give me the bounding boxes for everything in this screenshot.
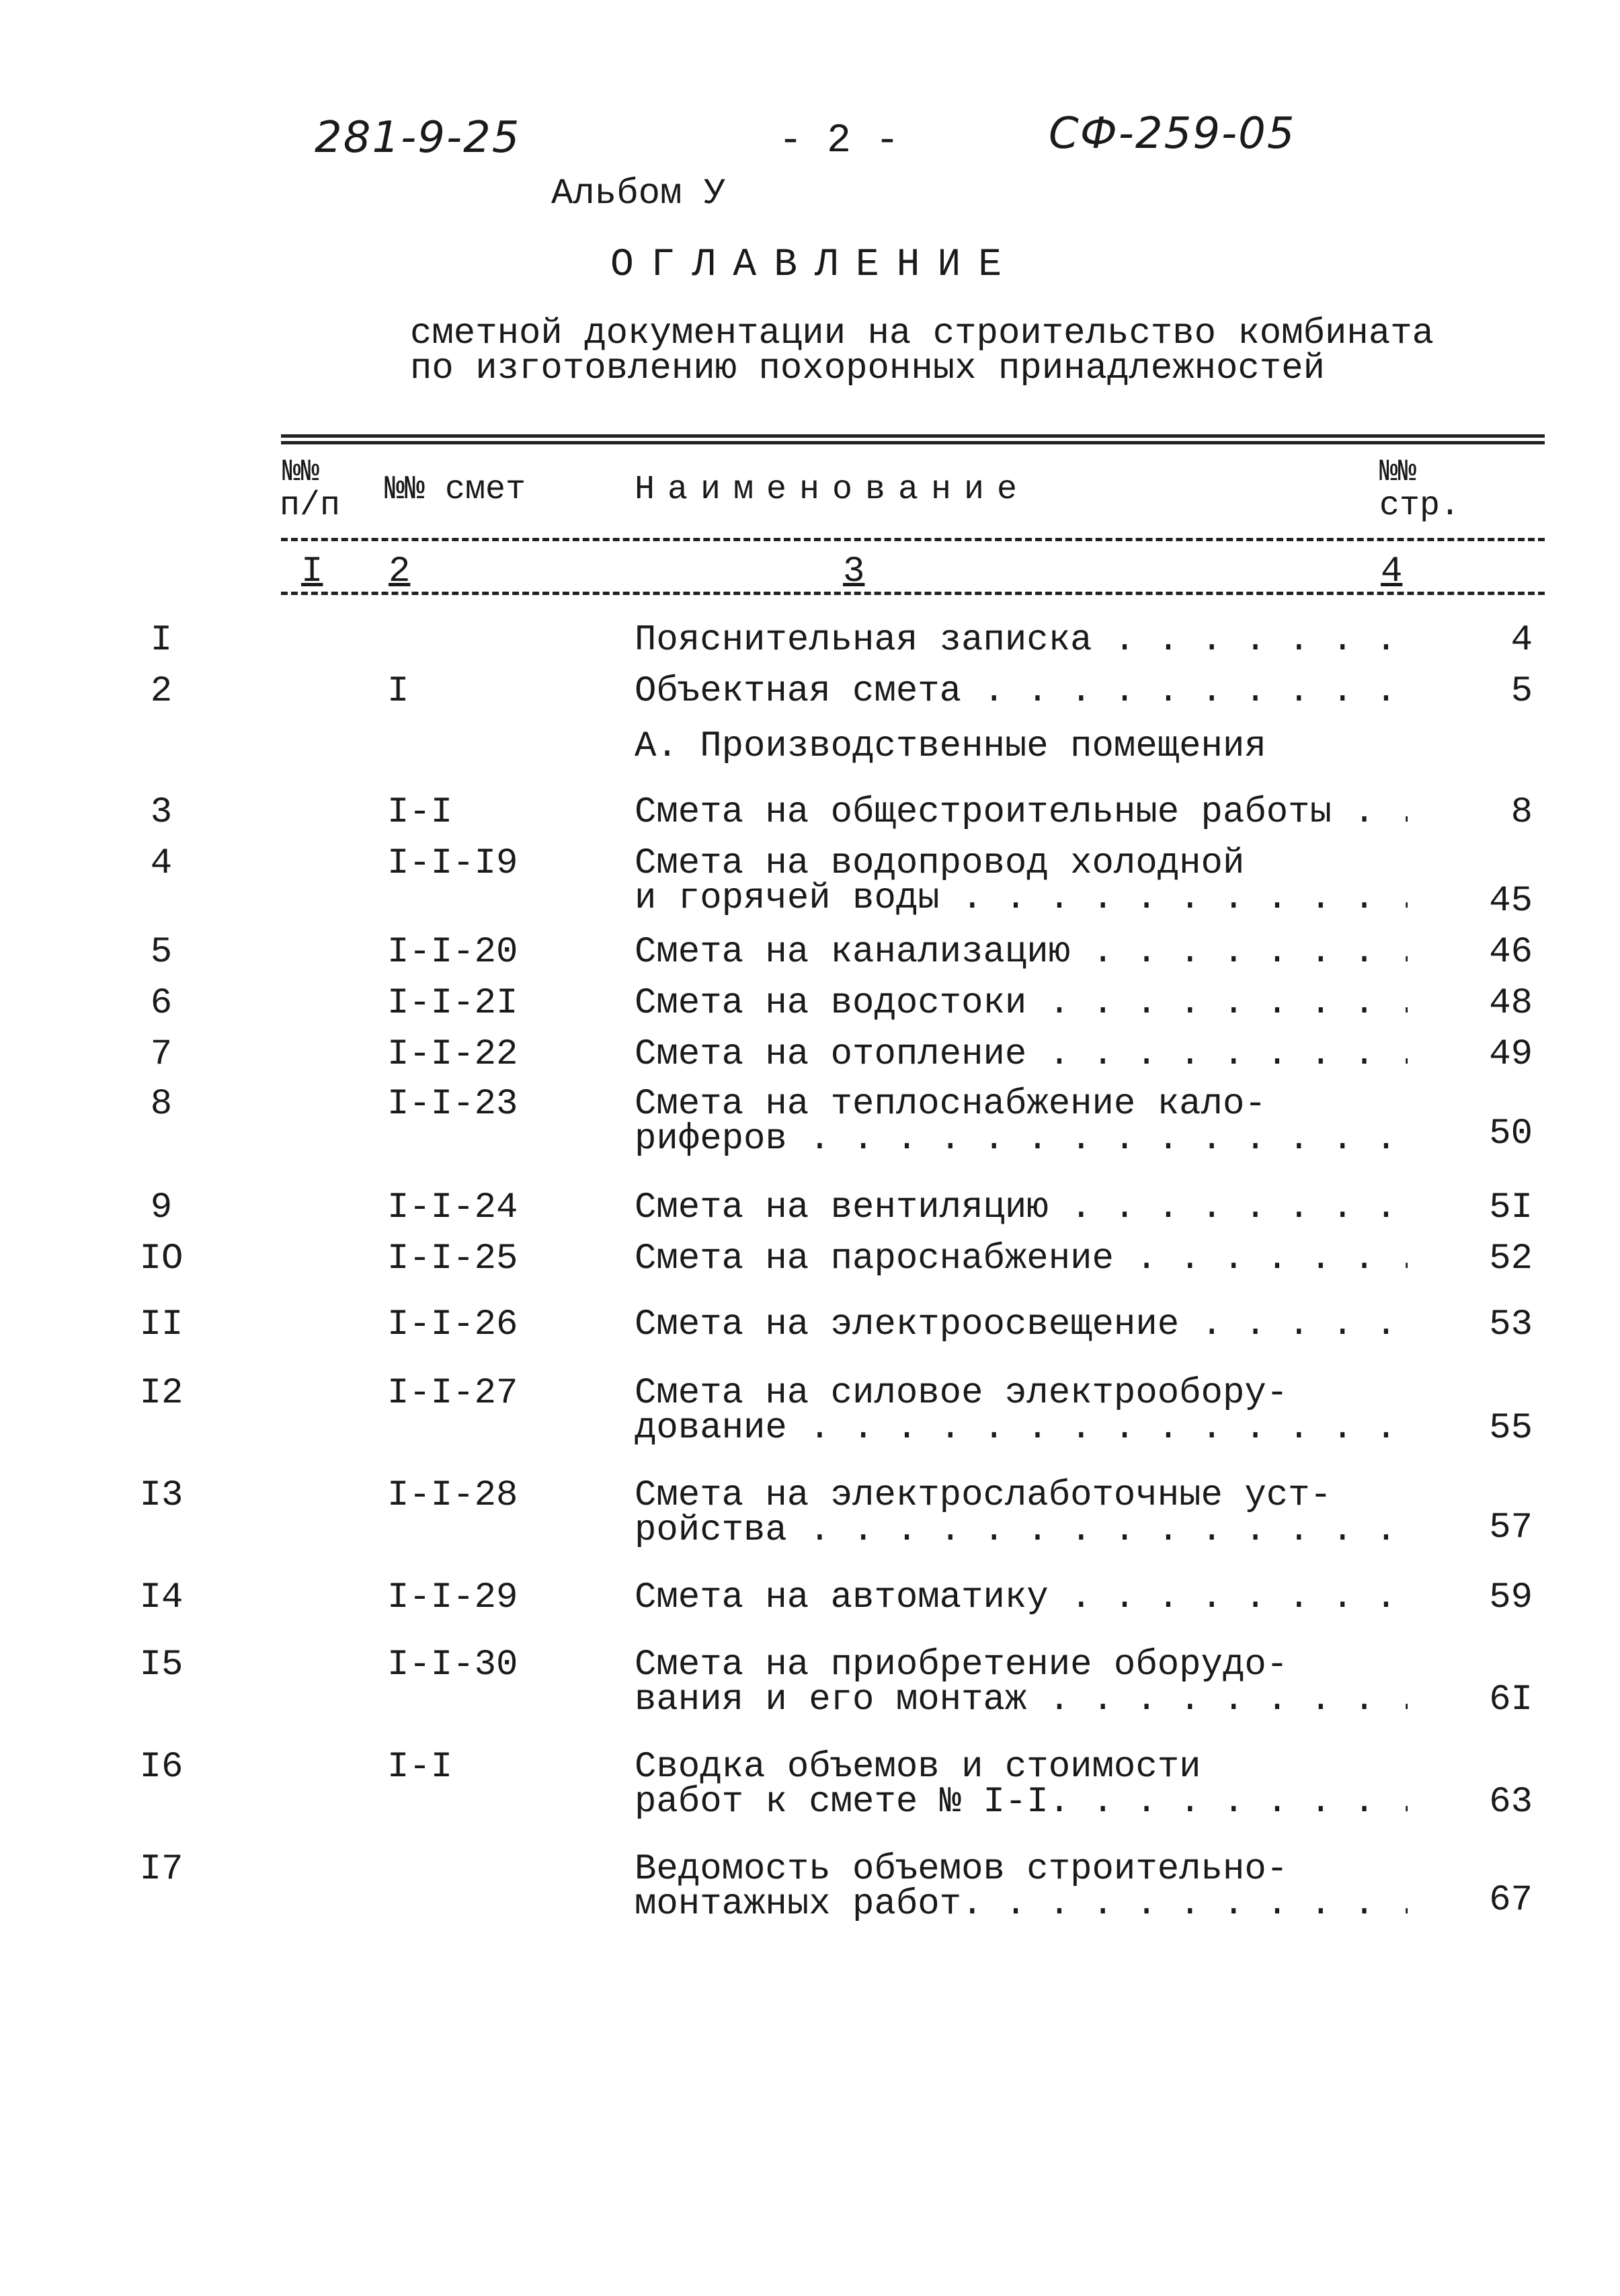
row-2-code: I xyxy=(387,671,409,712)
row-2-name: Объектная смета . . . xyxy=(635,674,1408,710)
document-code: СФ-259-05 xyxy=(1049,109,1296,159)
table-top-rule xyxy=(281,434,1545,438)
row-8-name-line-1: Смета на теплоснабжение кало- xyxy=(635,1086,1266,1123)
header-page-top: №№ xyxy=(1379,454,1417,489)
row-15-page: 6I xyxy=(1489,1679,1533,1720)
subtitle-line-2: по изготовлению похоронных принадлежностей xyxy=(410,348,1326,389)
row-9-number: 9 xyxy=(150,1187,173,1228)
row-10-code: I-I-25 xyxy=(387,1238,518,1279)
header-no-top: №№ xyxy=(282,454,320,489)
row-13-number: I3 xyxy=(139,1475,184,1516)
row-17-number: I7 xyxy=(139,1849,184,1890)
row-9-page: 5I xyxy=(1489,1187,1533,1228)
row-10-name: Смета на пароснабжение . . . xyxy=(635,1241,1408,1277)
row-16-code: I-I xyxy=(387,1747,453,1788)
row-15-name-line-2: вания и его монтаж . . . xyxy=(635,1682,1408,1718)
row-8-page: 50 xyxy=(1489,1113,1533,1154)
row-16-name-line-1: Сводка объемов и стоимости xyxy=(635,1749,1201,1786)
row-13-name-line-1: Смета на электрослаботочные уст- xyxy=(635,1478,1332,1514)
row-5-name: Смета на канализацию . . . xyxy=(635,935,1408,971)
row-14-name: Смета на автоматику . . . xyxy=(635,1580,1408,1616)
row-14-page: 59 xyxy=(1489,1577,1533,1618)
column-number-4: 4 xyxy=(1381,551,1403,592)
row-16-page: 63 xyxy=(1489,1782,1533,1823)
row-17-page: 67 xyxy=(1489,1880,1533,1921)
row-14-number: I4 xyxy=(139,1577,184,1618)
row-13-page: 57 xyxy=(1489,1507,1533,1548)
row-4-name-line-2: и горячей воды . . . xyxy=(635,881,1408,917)
row-6-name: Смета на водостоки . . . xyxy=(635,986,1408,1022)
page-title: ОГЛАВЛЕНИЕ xyxy=(610,243,1020,287)
row-17-name-line-2: монтажных работ. . . . xyxy=(635,1887,1408,1923)
row-7-code: I-I-22 xyxy=(387,1034,518,1075)
row-10-number: IO xyxy=(139,1238,184,1279)
row-11-number: II xyxy=(139,1304,184,1345)
row-15-number: I5 xyxy=(139,1645,184,1686)
column-number-3: 3 xyxy=(843,551,865,592)
row-13-name-line-2: ройства . . . xyxy=(635,1513,1408,1549)
row-7-number: 7 xyxy=(150,1034,173,1075)
header-page-bottom: стр. xyxy=(1379,487,1461,525)
row-8-name-line-2: риферов . . . xyxy=(635,1121,1408,1158)
column-number-1: I xyxy=(301,551,323,592)
row-2-page: 5 xyxy=(1510,671,1533,712)
row-3-number: 3 xyxy=(150,792,173,833)
row-10-page: 52 xyxy=(1489,1238,1533,1279)
header-dashed-rule xyxy=(281,538,1545,541)
table-top-rule-2 xyxy=(281,441,1545,444)
row-11-page: 53 xyxy=(1489,1304,1533,1345)
album-label: Альбом У xyxy=(551,173,726,214)
row-11-name: Смета на электроосвещение . . . xyxy=(635,1307,1408,1343)
row-14-code: I-I-29 xyxy=(387,1577,518,1618)
row-4-number: 4 xyxy=(150,843,173,884)
row-12-name-line-2: дование . . . xyxy=(635,1411,1408,1447)
row-16-number: I6 xyxy=(139,1747,184,1788)
row-3-page: 8 xyxy=(1510,792,1533,833)
row-11-code: I-I-26 xyxy=(387,1304,518,1345)
row-12-name-line-1: Смета на силовое электрообору- xyxy=(635,1376,1289,1412)
row-1-number: I xyxy=(150,620,173,661)
header-no-bottom: п/п xyxy=(280,487,341,525)
row-12-code: I-I-27 xyxy=(387,1373,518,1414)
row-1-name: Пояснительная записка . . . xyxy=(635,623,1408,659)
row-5-page: 46 xyxy=(1489,932,1533,973)
header-estimate-code: №№ смет xyxy=(384,471,526,509)
row-6-page: 48 xyxy=(1489,983,1533,1024)
row-3-code: I-I xyxy=(387,792,453,833)
row-8-code: I-I-23 xyxy=(387,1084,518,1125)
row-15-name-line-1: Смета на приобретение оборудо- xyxy=(635,1647,1289,1684)
header-name: Наименование xyxy=(635,471,1030,509)
row-6-code: I-I-2I xyxy=(387,983,518,1024)
album-code: 281-9-25 xyxy=(315,113,521,163)
row-13-code: I-I-28 xyxy=(387,1475,518,1516)
column-number-2: 2 xyxy=(389,551,411,592)
column-numbers-dashed-rule xyxy=(281,592,1545,595)
page-number: - 2 - xyxy=(778,118,900,164)
row-2-number: 2 xyxy=(150,671,173,712)
row-4-code: I-I-I9 xyxy=(387,843,518,884)
row-7-name: Смета на отопление . . . xyxy=(635,1037,1408,1073)
subtitle-line-1: сметной документации на строительство комбината xyxy=(410,313,1434,354)
row-4-name-line-1: Смета на водопровод холодной xyxy=(635,846,1245,882)
row-15-code: I-I-30 xyxy=(387,1645,518,1686)
row-17-name-line-1: Ведомость объемов строительно- xyxy=(635,1852,1289,1888)
row-6-number: 6 xyxy=(150,983,173,1024)
section-heading-a: А. Производственные помещения xyxy=(635,726,1266,767)
row-7-page: 49 xyxy=(1489,1034,1533,1075)
row-4-page: 45 xyxy=(1489,881,1533,922)
row-9-name: Смета на вентиляцию . . . xyxy=(635,1190,1408,1226)
row-5-number: 5 xyxy=(150,932,173,973)
row-8-number: 8 xyxy=(150,1084,173,1125)
row-3-name: Смета на общестроительные работы . . . xyxy=(635,795,1408,831)
row-5-code: I-I-20 xyxy=(387,932,518,973)
row-12-page: 55 xyxy=(1489,1408,1533,1449)
row-16-name-line-2: работ к смете № I-I. . . . xyxy=(635,1784,1408,1821)
row-1-page: 4 xyxy=(1510,620,1533,661)
row-12-number: I2 xyxy=(139,1373,184,1414)
row-9-code: I-I-24 xyxy=(387,1187,518,1228)
